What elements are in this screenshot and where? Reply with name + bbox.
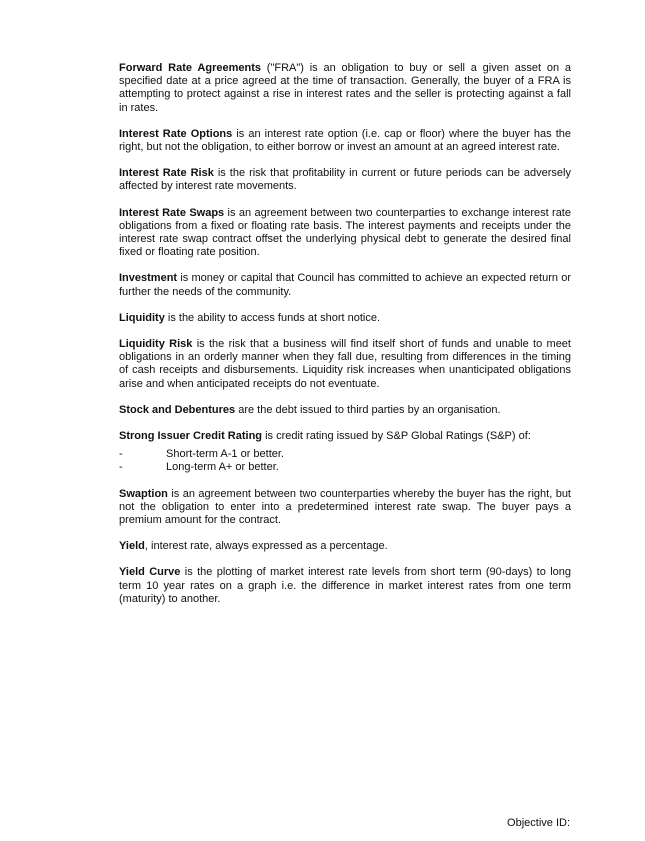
list-item	[119, 461, 571, 474]
glossary-entry-interest-rate-swaps	[119, 207, 571, 260]
list-item-text: Short-term A-1 or better.	[166, 448, 284, 461]
glossary-entry-liquidity	[119, 312, 571, 325]
glossary-entry-strong-issuer-credit-rating	[119, 430, 571, 443]
list-dash: -	[119, 461, 123, 474]
glossary-definition: is the ability to access funds at short notice.	[164, 311, 381, 324]
glossary-entry-liquidity-risk	[119, 338, 571, 391]
glossary-entry-investment	[119, 272, 571, 298]
glossary-term: Investment	[119, 272, 178, 285]
glossary-entry-stock-and-debentures	[119, 404, 571, 417]
glossary-term: Stock and Debentures	[119, 403, 236, 416]
glossary-term: Liquidity	[119, 311, 165, 324]
glossary-definition: is an interest rate option (i.e. cap or floor) where the buyer has the right, but not the obligation, to either borrow or invest an amount at an agreed interest rate.	[119, 127, 572, 154]
glossary-definition: is the risk that a business will find itself short of funds and unable to meet obligations in an orderly manner when they fall due, resulting from differences in the timing of cash receipts and disbursements. Liquidity risk increases when unanticipated obligations arise and when anticipated receipts do not eventuate.	[119, 338, 571, 390]
glossary-entry-yield	[119, 540, 571, 553]
glossary-term: Liquidity Risk	[119, 338, 193, 351]
glossary-definition: is an agreement between two counterparties whereby the buyer has the right, but not the obligation to enter into a predetermined interest rate swap. The buyer pays a premium amount for the contract.	[119, 487, 571, 527]
glossary-term: Yield	[119, 540, 145, 553]
glossary-definition: is the plotting of market interest rate levels from short term (90-days) to long term 10 year rates on a graph i.e. the difference in market interest rates from one term (maturity) to another.	[119, 566, 571, 605]
glossary-term: Swaption	[119, 487, 168, 500]
glossary-term: Yield Curve	[119, 566, 181, 579]
list-item-text: Long-term A+ or better.	[166, 461, 279, 474]
glossary-definition: are the debt issued to third parties by an organisation.	[235, 403, 501, 416]
glossary-content	[119, 62, 571, 619]
glossary-entry-yield-curve	[119, 566, 571, 606]
glossary-definition: is the risk that profitability in current or future periods can be adversely affected by interest rate movements.	[119, 167, 571, 193]
glossary-definition: is an agreement between two counterparties to exchange interest rate obligations from a fixed or floating rate basis. The interest payments and receipts under the interest rate swap contract offset the underlying physical debt to generate the desired final fixed or floating rate position.	[119, 206, 571, 259]
glossary-entry-interest-rate-risk	[119, 167, 571, 193]
glossary-entry-interest-rate-options	[119, 128, 571, 154]
glossary-definition: is credit rating issued by S&P Global Ratings (S&P) of:	[262, 430, 531, 443]
list-item	[119, 448, 571, 461]
glossary-term: Interest Rate Swaps	[119, 206, 225, 219]
glossary-term: Strong Issuer Credit Rating	[119, 430, 263, 443]
glossary-definition: is money or capital that Council has committed to achieve an expected return or further the needs of the community.	[119, 272, 571, 298]
glossary-definition: ("FRA") is an obligation to buy or sell a given asset on a specified date at a price agreed at the time of transaction. Generally, the buyer of a FRA is attempting to protect against a rise in interest rates and the seller is protecting against a fall in rates.	[119, 62, 571, 114]
glossary-entry-swaption	[119, 488, 571, 528]
glossary-term: Interest Rate Risk	[119, 167, 214, 180]
list-dash: -	[119, 448, 123, 461]
glossary-term: Interest Rate Options	[119, 127, 233, 140]
glossary-definition: , interest rate, always expressed as a percentage.	[144, 540, 388, 553]
objective-id-label: Objective ID:	[507, 817, 570, 829]
glossary-entry-forward-rate-agreements	[119, 62, 571, 115]
glossary-term: Forward Rate Agreements	[119, 62, 261, 74]
credit-rating-list	[119, 448, 571, 474]
